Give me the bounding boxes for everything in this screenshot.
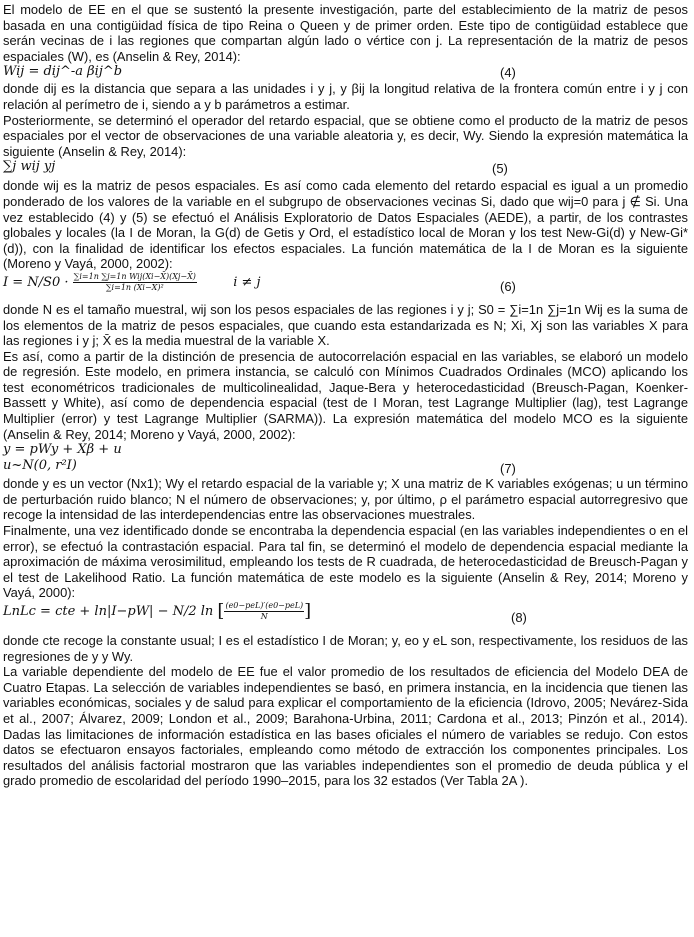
equation-4-formula: Wij = dij^-a βij^b bbox=[3, 64, 123, 80]
equation-8-frac-bottom: N bbox=[260, 612, 268, 621]
equation-4-number: (4) bbox=[500, 65, 516, 81]
equation-7-line-2: u~N(0, r²I) bbox=[3, 457, 77, 473]
paragraph-4: donde wij es la matriz de pesos espaciales. Es así como cada elemento del retardo espacial es igual a un promedio ponderado de los valores de la variable en el subgrupo de observaciones vecinas Si, dado que wij=0 para j ∉ Si. Una vez establecido (4) y (5) se efectuó el Análisis Exploratorio de Datos Espaciales (AEDE), a partir, de los contrastes globales y locales (la I de Moran, la G(d) de Getis y Ord, el estadístico local de Moran y los test New-Gi(d) y New-Gi*(d)), con la finalidad de identificar los efectos espaciales. La función matemática de la I de Moran es la siguiente (Moreno y Vayá, 2000, 2002): bbox=[3, 178, 688, 272]
paragraph-6: Es así, como a partir de la distinción de presencia de autocorrelación espacial en las variables, se elaboró un modelo de regresión. Este modelo, en primera instancia, se calculó con Mínimos Cuadrados Ordinales (MCO) aplicando los test econométricos tradicionales de multicolinealidad, Jaque-Bera y heterocedasticidad (Breusch-Pagan, Koenker-Bassett y White), así como de dependencia espacial (test de I Moran, test Lagrange Multiplier (lag), test Lagrange Multiplier (error) y test Lagrange Multiplier (SARMA)). La expresión matemática del modelo MCO es la siguiente (Anselin & Rey, 2014; Moreno y Vayá, 2000, 2002): bbox=[3, 348, 688, 442]
equation-5-number: (5) bbox=[492, 161, 508, 177]
equation-6-lhs: I = N/S0 · bbox=[3, 274, 69, 290]
equation-7 bbox=[3, 442, 688, 476]
equation-5-formula: ∑j wij yj bbox=[3, 159, 56, 175]
equation-6-numerator: ∑i=1n ∑j=1n Wij(Xi−X̄)(Xj−X̄) bbox=[73, 271, 196, 281]
paragraph-5: donde N es el tamaño muestral, wij son los pesos espaciales de las regiones i y j; S0 = ∑i=1n ∑j=1n Wij es la suma de los elementos de la matriz de pesos espaciales, que cuando esta estandarizada es N; Xi, Xj son las variables X para las regiones i y j; X̄ es la media muestral de la variable X. bbox=[3, 301, 688, 349]
equation-8-number: (8) bbox=[511, 610, 527, 625]
paragraph-9: donde cte recoge la constante usual; I es el estadístico I de Moran; y, eo y eL son, respectivamente, los residuos de las regresiones de y y Wy. bbox=[3, 633, 688, 664]
equation-8-lhs: LnLc = cte + ln|I−pW| − N/2 ln bbox=[3, 604, 214, 619]
equation-6 bbox=[3, 272, 688, 302]
equation-8-frac-top: (e0−peL)′(e0−peL) bbox=[225, 601, 304, 610]
equation-4 bbox=[3, 64, 688, 81]
paragraph-7: donde y es un vector (Nx1); Wy el retardo espacial de la variable y; X una matriz de K variables exógenas; u un término de perturbación ruido blanco; N el número de observaciones; y, por último, ρ el parámetro espacial autorregresivo que recoge la intensidad de las interdependencias entre las observaciones muestrales. bbox=[3, 476, 688, 523]
equation-8: LnLc = cte + ln|I−pW| − N/2 ln [ $\frac{\text{(e0−peL)′(e0−peL)}}{N}$ ] (8) bbox=[3, 600, 527, 625]
paragraph-2: donde dij es la distancia que separa a las unidades i y j, y βij la longitud relativa de la frontera común entre i y j con relación al perímetro de i, siendo a y b parámetros a estimar. bbox=[3, 81, 688, 112]
equation-6-fraction bbox=[73, 272, 197, 293]
equation-6-denominator: ∑i=1n (Xi−X̄)² bbox=[105, 282, 164, 292]
equation-8-fraction bbox=[224, 601, 304, 622]
equation-5 bbox=[3, 159, 688, 178]
paragraph-10: La variable dependiente del modelo de EE fue el valor promedio de los resultados de eficiencia del Modelo DEA de Cuatro Etapas. La selección de variables independientes se basó, en primera instancia, en la incidencia que tienen las variables económicas, sociales y de salud para explicar el comportamiento de la eficiencia (Idrovo, 2005; Nevárez-Sida et al., 2007; Álvarez, 2009; London et al., 2009; Barahona-Urbina, 2011; Cardona et al., 2013; Pinzón et al., 2014). Dadas las limitaciones de información estadística en las bases oficiales el número de variables se redujo. Con estos datos se efectuaron ensayos factoriales, empleando como método de extracción los componentes principales. Los resultados del análisis factorial mostraron que las variables independientes son el promedio de deuda pública y el grado promedio de escolaridad del período 1990–2015, para los 32 estados (Ver Tabla 2A ). bbox=[3, 664, 688, 789]
equation-7-number: (7) bbox=[500, 461, 516, 477]
equation-6-number: (6) bbox=[500, 278, 516, 294]
paragraph-8: Finalmente, una vez identificado donde se encontraba la dependencia espacial (en las variables independientes o en el error), se efectuó la contrastación espacial. Para tal fin, se determinó el modelo de dependencia espacial mediante la aproximación de máxima verosimilitud, empleando los tests de R cuadrada, de heterocedasticidad de Breusch-Pagan y el test de Lakelihood Ratio. La función matemática de este modelo es la siguiente (Anselin & Rey, 2014; Moreno y Vayá, 2000): bbox=[3, 523, 688, 601]
equation-7-line-1: y = pWy + Xβ + u bbox=[3, 442, 122, 458]
equation-6-condition: i ≠ j bbox=[233, 274, 261, 290]
paragraph-1: El modelo de EE en el que se sustentó la presente investigación, parte del establecimiento de la matriz de pesos basada en una contigüidad física de tipo Reina o Queen y de primer orden. Este tipo de contigüidad establece que serán vecinas de i las regiones que compartan algún lado o vértice con j. La representación de la matriz de pesos espaciales (W), es (Anselin & Rey, 2014): bbox=[3, 2, 688, 64]
paragraph-3: Posteriormente, se determinó el operador del retardo espacial, que se obtiene como el producto de la matriz de pesos espaciales por el vector de observaciones de una variable aleatoria y, es decir, Wy. Siendo la expresión matemática la siguiente (Anselin & Rey, 2014): bbox=[3, 112, 688, 159]
